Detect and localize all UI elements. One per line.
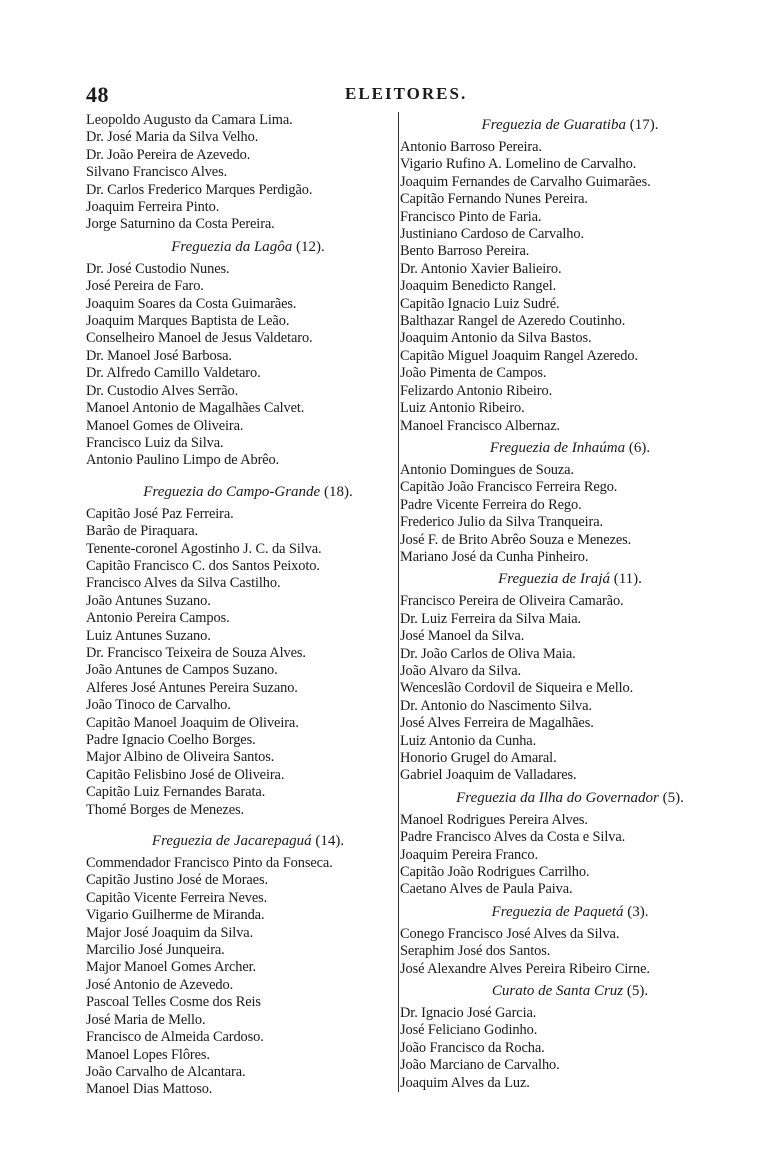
elector-name: Dr. João Carlos de Oliva Maia. [400, 645, 576, 662]
elector-name: João Francisco da Rocha. [400, 1039, 545, 1056]
elector-name: Luiz Antunes Suzano. [86, 627, 211, 644]
elector-name: Silvano Francisco Alves. [86, 164, 228, 181]
section-heading [400, 570, 740, 588]
elector-name: João Antunes de Campos Suzano. [86, 662, 278, 679]
section-title: Freguezia de Jacarepaguá [151, 833, 312, 850]
elector-name: João Antunes Suzano. [86, 592, 211, 609]
left-column [86, 112, 396, 1099]
elector-name: Caetano Alves de Paula Paiva. [400, 881, 573, 898]
elector-name: Francisco Pinto de Faria. [400, 208, 542, 225]
elector-name: Dr. Francisco Teixeira de Souza Alves. [86, 644, 306, 661]
elector-name: Barão de Piraquara. [86, 523, 198, 540]
elector-name: Antonio Domingues de Souza. [400, 461, 574, 478]
elector-name: José Alves Ferreira de Magalhães. [400, 715, 594, 732]
elector-name: José Pereira de Faro. [86, 278, 204, 295]
elector-name: Tenente-coronel Agostinho J. C. da Silva. [86, 540, 322, 557]
elector-name: Dr. Ignacio José Garcia. [400, 1005, 537, 1022]
elector-name: Balthazar Rangel de Azeredo Coutinho. [400, 313, 626, 330]
section-heading [86, 832, 396, 850]
elector-name: Antonio Pereira Campos. [86, 610, 230, 627]
elector-name: Honorio Grugel do Amaral. [400, 750, 557, 766]
elector-name: Luiz Antonio Ribeiro. [400, 400, 525, 417]
elector-name: Francisco Pereira de Oliveira Camarão. [400, 593, 624, 610]
section-title: Curato de Santa Cruz [491, 983, 624, 1000]
section-heading [400, 903, 740, 921]
elector-name: Dr. Manoel José Barbosa. [86, 347, 232, 364]
elector-name: Capitão Manoel Joaquim de Oliveira. [86, 714, 299, 731]
elector-name: Joaquim Fernandes de Carvalho Guimarães. [400, 173, 651, 190]
section-heading [400, 439, 740, 457]
elector-name: Padre Vicente Ferreira do Rego. [400, 496, 582, 513]
section-count: (14). [315, 833, 345, 850]
section-spacer [86, 819, 396, 828]
elector-name: Dr. Custodio Alves Serrão. [86, 382, 239, 399]
elector-name: Justiniano Cardoso de Carvalho. [400, 226, 584, 243]
elector-name: Joaquim Ferreira Pinto. [86, 199, 220, 216]
elector-name: Capitão Luiz Fernandes Barata. [86, 784, 266, 801]
elector-name: João Alvaro da Silva. [400, 662, 522, 679]
elector-name: Joaquim Pereira Franco. [400, 846, 538, 863]
section-heading [86, 238, 396, 256]
elector-name: Alferes José Antunes Pereira Suzano. [86, 679, 298, 696]
section-title: Freguezia do Campo-Grande [143, 483, 321, 500]
elector-name: Francisco Luiz da Silva. [86, 434, 224, 451]
elector-name: Joaquim Benedicto Rangel. [400, 278, 557, 295]
elector-name: José Alexandre Alves Pereira Ribeiro Cirne. [400, 960, 650, 977]
section-spacer [86, 470, 396, 479]
section-count: (6). [628, 439, 651, 456]
elector-name: Conselheiro Manoel de Jesus Valdetaro. [86, 330, 313, 347]
section-title: Freguezia de Irajá [498, 571, 610, 588]
elector-name: Dr. Antonio do Nascimento Silva. [400, 697, 592, 714]
elector-name: Bento Barroso Pereira. [400, 243, 530, 260]
section-title: Freguezia de Paquetá [491, 903, 624, 920]
section-count: (11). [613, 571, 642, 588]
running-head: ELEITORES. [345, 84, 468, 103]
section-count: (3). [627, 903, 649, 920]
elector-name: Major Manoel Gomes Archer. [86, 959, 257, 976]
elector-name: José F. de Brito Abrêo Souza e Menezes. [400, 531, 632, 548]
elector-name: José Antonio de Azevedo. [86, 976, 234, 993]
elector-name: João Pimenta de Campos. [400, 365, 547, 382]
elector-name: Capitão Francisco C. dos Santos Peixoto. [86, 557, 320, 574]
elector-name: Joaquim Marques Baptista de Leão. [86, 313, 290, 330]
elector-name: Joaquim Soares da Costa Guimarães. [86, 295, 297, 312]
elector-name: Manoel Antonio de Magalhães Calvet. [86, 400, 305, 417]
elector-name: Capitão Miguel Joaquim Rangel Azeredo. [400, 347, 638, 364]
elector-name: Manoel Gomes de Oliveira. [86, 417, 244, 434]
elector-name: Antonio Barroso Pereira. [400, 139, 542, 155]
elector-name: Capitão José Paz Ferreira. [86, 505, 234, 522]
elector-name: João Marciano de Carvalho. [400, 1057, 560, 1074]
elector-name: Thomé Borges de Menezes. [86, 801, 244, 818]
elector-name: Capitão Fernando Nunes Pereira. [400, 191, 588, 208]
elector-name: Joaquim Alves da Luz. [400, 1074, 530, 1091]
elector-name: Manoel Dias Mattoso. [86, 1081, 213, 1098]
section-title: Freguezia de Inhaúma [489, 439, 626, 456]
elector-name: Capitão João Francisco Ferreira Rego. [400, 479, 618, 496]
section-count: (12). [296, 238, 325, 255]
elector-name: Francisco Alves da Silva Castilho. [86, 575, 281, 592]
elector-name: José Maria de Mello. [86, 1011, 206, 1028]
elector-name: Joaquim Antonio da Silva Bastos. [400, 330, 592, 347]
elector-name: Wenceslão Cordovil de Siqueira e Mello. [400, 680, 634, 697]
elector-name: Dr. Carlos Frederico Marques Perdigão. [86, 181, 313, 198]
section-title: Freguezia da Lagôa [171, 238, 293, 255]
elector-name: Commendador Francisco Pinto da Fonseca. [86, 855, 333, 872]
elector-name: Gabriel Joaquim de Valladares. [400, 767, 577, 784]
elector-name: Manoel Francisco Albernaz. [400, 417, 561, 434]
elector-name: Vigario Guilherme de Miranda. [86, 907, 265, 924]
elector-name: João Carvalho de Alcantara. [86, 1063, 246, 1080]
elector-name: Marcilio José Junqueira. [86, 942, 225, 959]
elector-name: Luiz Antonio da Cunha. [400, 732, 537, 749]
section-heading [400, 789, 740, 807]
elector-name: Dr. Antonio Xavier Balieiro. [400, 260, 562, 277]
elector-name: Capitão João Rodrigues Carrilho. [400, 864, 590, 881]
right-column [400, 112, 740, 1092]
elector-name: Felizardo Antonio Ribeiro. [400, 382, 553, 399]
section-count: (5). [662, 789, 684, 806]
elector-name: Major José Joaquim da Silva. [86, 924, 254, 941]
section-heading [400, 116, 740, 134]
elector-name: Dr. José Maria da Silva Velho. [86, 129, 259, 146]
elector-name: Capitão Justino José de Moraes. [86, 872, 268, 889]
elector-name: Antonio Paulino Limpo de Abrêo. [86, 452, 280, 469]
elector-name: Major Albino de Oliveira Santos. [86, 749, 275, 766]
elector-name: José Feliciano Godinho. [400, 1022, 538, 1039]
column-divider [398, 112, 399, 1092]
elector-name: Capitão Ignacio Luiz Sudré. [400, 295, 560, 312]
elector-name: Dr. Luiz Ferreira da Silva Maia. [400, 610, 582, 627]
elector-name: Vigario Rufino A. Lomelino de Carvalho. [400, 156, 637, 173]
section-title: Freguezia de Guaratiba [481, 117, 626, 133]
elector-name: Pascoal Telles Cosme dos Reis [86, 994, 261, 1011]
section-title: Freguezia da Ilha do Governador [456, 789, 659, 806]
elector-name: Seraphim José dos Santos. [400, 943, 551, 960]
elector-name: Padre Ignacio Coelho Borges. [86, 732, 256, 748]
elector-name: Mariano José da Cunha Pinheiro. [400, 548, 589, 565]
elector-name: Francisco de Almeida Cardoso. [86, 1029, 264, 1046]
section-count: (17). [629, 117, 659, 133]
elector-name: Dr. Alfredo Camillo Valdetaro. [86, 365, 261, 382]
elector-name: José Manoel da Silva. [400, 628, 525, 645]
elector-name: Dr. José Custodio Nunes. [86, 260, 230, 277]
section-heading [400, 982, 740, 1000]
elector-name: Dr. João Pereira de Azevedo. [86, 146, 251, 163]
section-heading [86, 483, 396, 501]
elector-name: Leopoldo Augusto da Camara Lima. [86, 112, 293, 128]
elector-name: Manoel Rodrigues Pereira Alves. [400, 811, 588, 828]
elector-name: Capitão Vicente Ferreira Neves. [86, 889, 268, 906]
section-count: (18). [323, 483, 353, 500]
elector-name: Conego Francisco José Alves da Silva. [400, 925, 620, 942]
elector-name: Frederico Julio da Silva Tranqueira. [400, 514, 604, 531]
elector-name: João Tinoco de Carvalho. [86, 697, 231, 714]
section-count: (5). [626, 983, 649, 1000]
elector-name: Manoel Lopes Flôres. [86, 1046, 210, 1063]
elector-name: Capitão Felisbino José de Oliveira. [86, 766, 285, 783]
elector-name: Padre Francisco Alves da Costa e Silva. [400, 829, 626, 846]
elector-name: Jorge Saturnino da Costa Pereira. [86, 216, 275, 233]
page-number: 48 [86, 82, 109, 107]
